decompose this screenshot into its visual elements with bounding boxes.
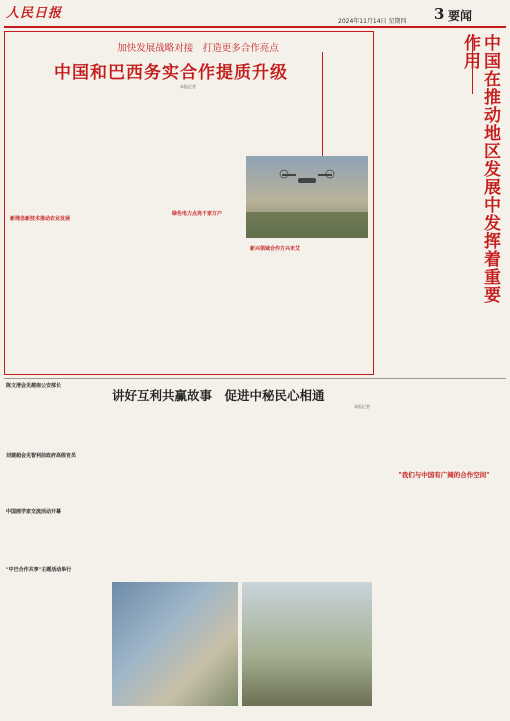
lead-subhead-3: 新兴领域合作方兴未艾 [250, 246, 301, 252]
lower-text-col-2 [200, 412, 282, 576]
issue-date: 2024年11月14日 星期四 [338, 18, 407, 25]
sidebar-rule [472, 34, 473, 94]
newspaper-logo: 人民日报 [6, 6, 63, 21]
lead-text-col-3b [168, 220, 238, 370]
sidebar-title: 中国在推动地区发展中发挥着重要作用 [460, 34, 500, 304]
lower-photo-caption [112, 708, 372, 718]
brief-2-title: 刘建超会见智利前政府高级官员 [6, 453, 77, 459]
lead-text-col-5 [310, 242, 368, 370]
lead-subhead-2: 绿色电力点亮千家万户 [172, 211, 223, 217]
masthead-rule [4, 26, 506, 28]
sidebar-text-col-1 [379, 31, 441, 375]
lower-text-col-1 [112, 412, 194, 576]
lead-text-col-2 [90, 96, 162, 370]
right-lower-text-top [380, 382, 504, 466]
lead-headline: 中国和巴西务实合作提质升级 [54, 63, 288, 83]
lead-text-col-3 [168, 96, 238, 210]
brief-2-text [6, 462, 106, 502]
lower-text-col-3 [288, 412, 372, 576]
lower-divider [4, 378, 506, 379]
brief-4-title: "中巴合作共享"主题活动举行 [6, 567, 72, 573]
lead-photo [246, 156, 368, 238]
brief-1-text [6, 392, 106, 446]
lower-photo-2 [242, 582, 372, 706]
masthead [0, 0, 510, 28]
page-number: 3 [434, 5, 445, 23]
lead-text-col-4 [246, 242, 304, 370]
lead-text-col-1b [10, 224, 84, 370]
brief-3-title: 中国画学家交流活动开幕 [6, 509, 62, 515]
section-name: 要闻 [448, 9, 473, 23]
lead-subhead-1: 新理念新技术推动农业发展 [10, 216, 71, 222]
lower-byline: 本报记者 [353, 404, 378, 409]
right-lower-text [380, 486, 504, 716]
lead-text-col-1 [10, 96, 84, 210]
lower-photo-1 [112, 582, 238, 706]
drone-icon [246, 156, 368, 238]
brief-1-title: 陈文清会见越南公安部长 [6, 383, 62, 389]
right-lower-title: "我们与中国有广阔的合作空间" [398, 471, 490, 479]
brief-3-text [6, 518, 106, 560]
lower-headline: 讲好互利共赢故事 促进中秘民心相通 [112, 388, 325, 403]
lead-side-quote-text [326, 56, 366, 156]
lead-kicker: 加快发展战略对接 打造更多合作亮点 [117, 43, 279, 54]
brief-4-text [6, 576, 106, 716]
lead-byline: 本报记者 [179, 84, 216, 89]
